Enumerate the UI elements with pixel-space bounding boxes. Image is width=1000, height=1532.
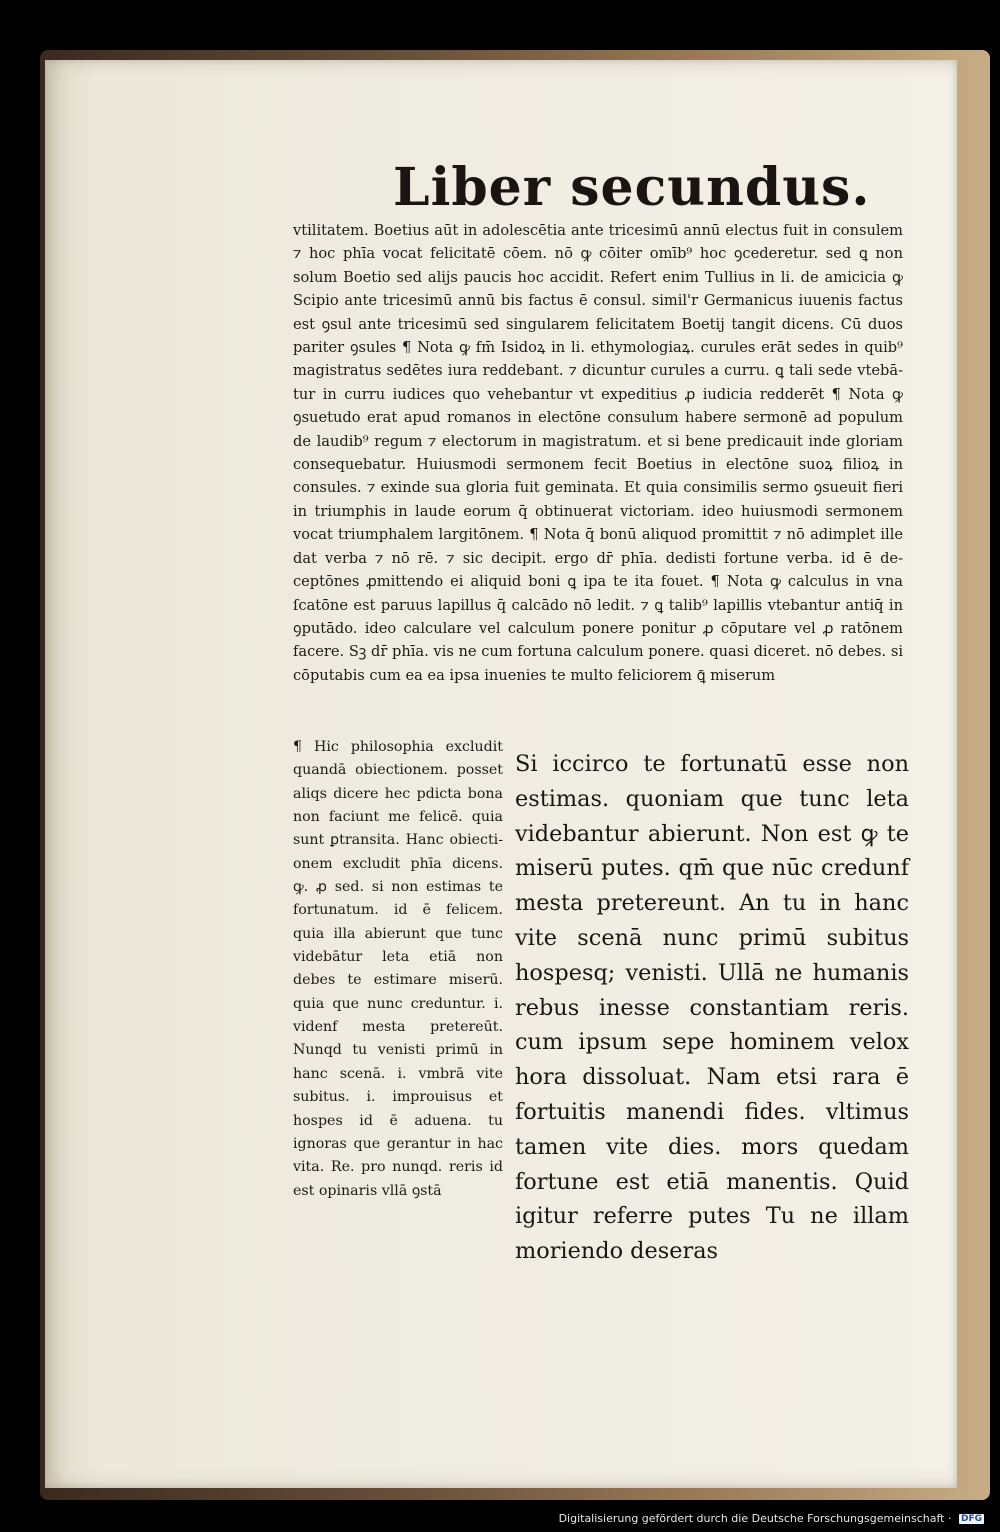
page-content: [45, 60, 957, 1488]
running-head: Liber secundus.: [393, 157, 871, 218]
gloss-paragraph: ¶ Hic philosophia excludit quandā obiectionem. posset aliqs dicere hec pdicta bona non faciunt me felicē. quia sunt ꝑtransita. Hanc obiectionem excludit phīa dicens. ꝙ. ꝓ sed. si non estimas te fortunatum. id ē felicem. quia illa abierunt que tunc videbātur leta etiā non debes te estimare miserū. quia que nunc creduntur. i. videnf mesta preterеūt. Nunqd tu venisti primū in hanc scenā. i. vmbrā vite subitus. i. improuisus et hospes id ē aduena. tu ignoras que gerantur in hac vita. Re. pro nunqd. reris id est opinaris vllā ꝯstā: [293, 739, 503, 1199]
gloss-column: [293, 736, 503, 1203]
main-text-column: [515, 747, 909, 1269]
commentary-paragraph: vtilitatem. Boetius aūt in adolescētia ante tricesimū annū electus fuit in consulem ⁊ hoc phīa vocat felicitatē cōem. nō ꝙ cōiter omīb⁹ hoc ꝯcederetur. sed ꝗ non solum Boetio sed alijs paucis hoc accidit. Refert enim Tullius in li. de amicicia ꝙ Scipio ante tricesimū annū bis factus ē consul. simil'r Germanicus iuuenis factus est ꝯsul ante tricesimū sed singularem felicitatem Boetij tangit dicens. Cū duos pariter ꝯsules ¶ Nota ꝙ fm̄ Isidoꝝ in li. ethymologiaꝝ. curules erāt sedes in quib⁹ magistratus sedētes iura reddebant. ⁊ dicuntur curules a curru. ꝗ tali sede vtebātur in curru iudices quo vehebantur vt expeditius ꝓ iudicia redderēt ¶ Nota ꝙ ꝯsuetudo erat apud romanos in electōne consulum habere sermonē ad populum de laudib⁹ regum ⁊ electorum in magistratum. et si bene predicauit inde gloriam consequebatur. Huiusmodi sermonem fecit Boetius in electōne suoꝝ filioꝝ in consules. ⁊ exinde sua gloria fuit geminata. Et quia consimilis sermo ꝯsueuit fieri in triumphis in laude eorum q̄ obtinuerat victoriam. ideo huiusmodi sermonem vocat triumphalem largitōnem. ¶ Nota q̄ bonū aliquod promittit ⁊ nō adimplet ille dat verba ⁊ nō rē. ⁊ sic decipit. ergo dr̄ phīa. dedisti fortune verba. id ē deceptōnes ꝓmittendo ei aliquid boni ꝗ ipa te ita fouet. ¶ Nota ꝙ calculus in vna ſcatōne est paruus lapillus q̄ calcādo nō ledit. ⁊ ꝗ talib⁹ lapillis vtebantur antiq̄ in ꝯputādo. ideo calculare vel calculum ponere ponitur ꝓ cōputare vel ꝓ ratōnem facere. Sꝫ dr̄ phīa. vis ne cum fortuna calculum ponere. quasi diceret. nō debes. si cōputabis cum ea ea ipsa inuenies te multo feliciorem ꝗ̄ miserum: [293, 222, 903, 684]
credit-text: Digitalisierung gefördert durch die Deutsche Forschungsgemeinschaft ·: [558, 1512, 952, 1525]
dfg-logo: DFG: [960, 1514, 982, 1524]
main-text-paragraph: Si iccirco te fortunatū esse non estimas. quoniam que tunc leta videbantur abierunt. Non est ꝙ te miserū putes. qm̄ que nūc credunf mesta pretereunt. An tu in hanc vite scenā nunc primū subitus hospesq; venisti. Ullā ne humanis rebus inesse constantiam reris. cum ipsum sepe hominem velox hora dissoluat. Nam etsi rara ē fortuitis manendi fides. vltimus tamen vite dies. mors quedam fortune est etiā manentis. Quid igitur referre putes Tu ne illam moriendo deseras: [515, 751, 909, 1265]
book-page: [45, 60, 957, 1488]
commentary-block: [293, 219, 903, 687]
digitization-credit: [559, 1512, 984, 1525]
